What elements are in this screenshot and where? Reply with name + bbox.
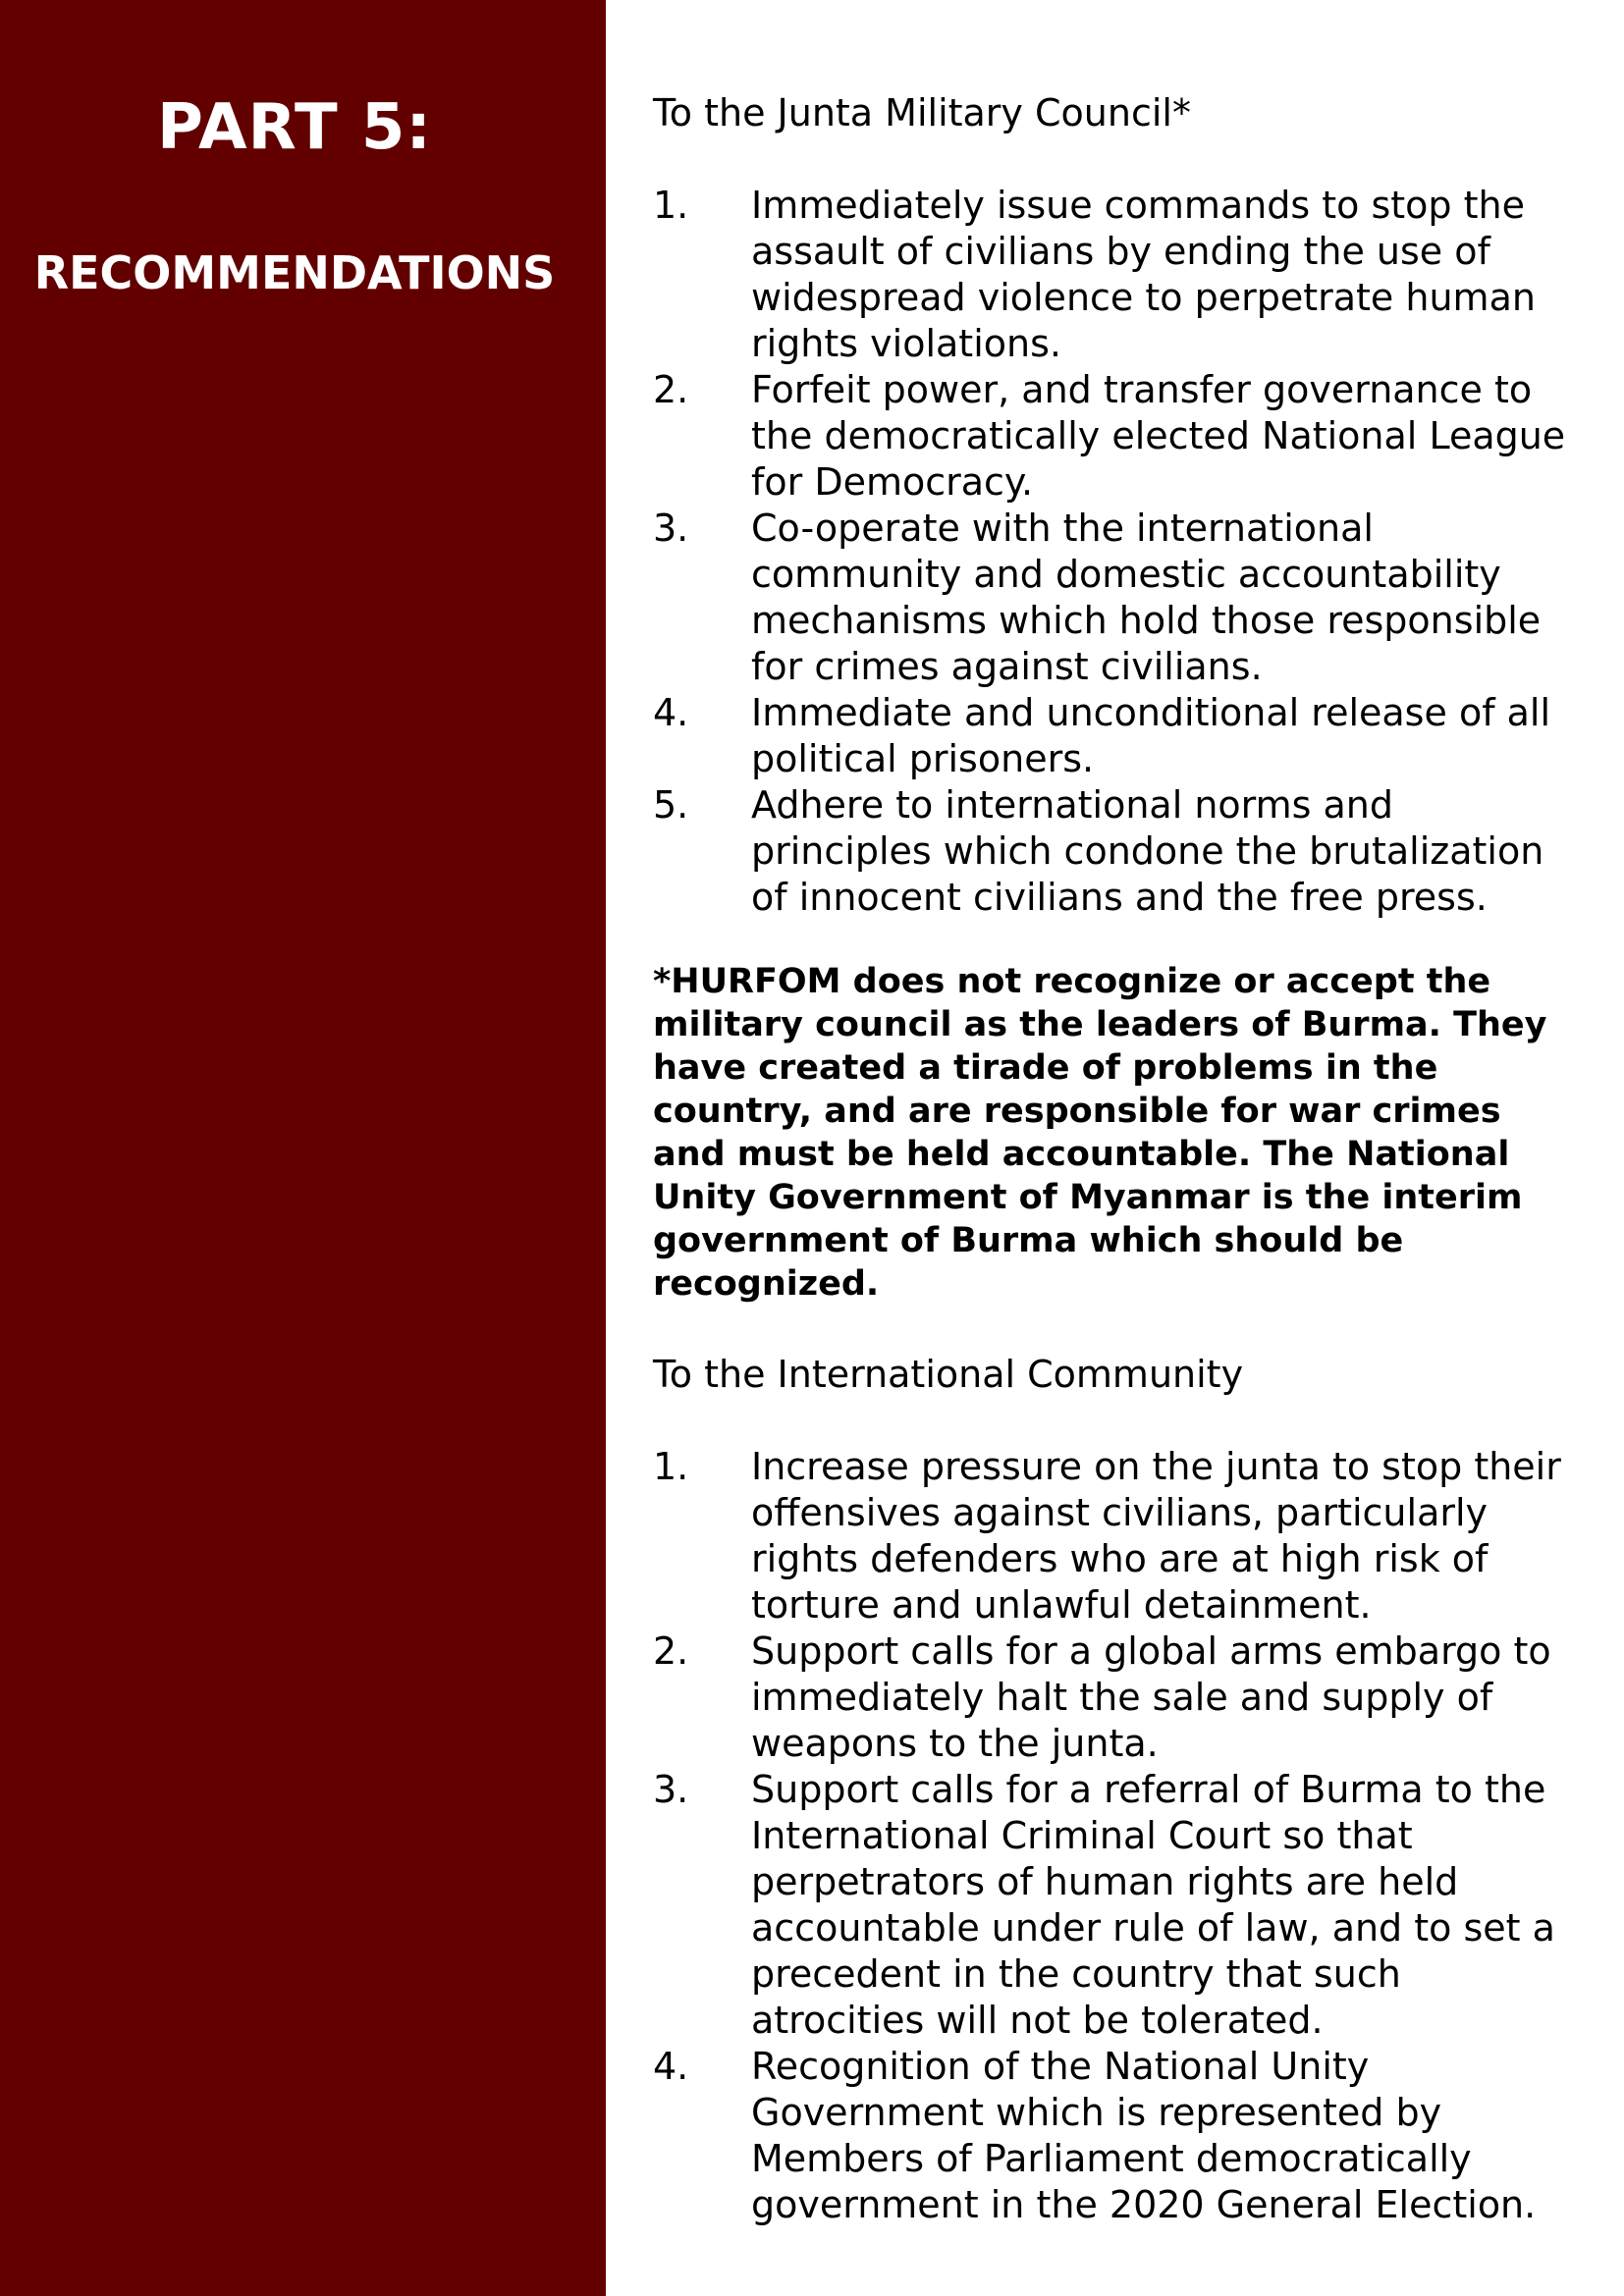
item-text: Immediately issue commands to stop the assault of civilians by ending the use of widespread violence to perpetrate human rights violations. xyxy=(751,184,1536,365)
item-text: Co-operate with the international community and domestic accountability mechanisms which hold those responsible for crimes against civilians. xyxy=(751,507,1542,688)
part-title: PART 5: xyxy=(156,91,433,164)
list-item xyxy=(653,183,1581,367)
list-item xyxy=(653,2044,1581,2228)
list-item xyxy=(653,1767,1581,2044)
international-recommendations-list xyxy=(653,1444,1581,2228)
item-text: Forfeit power, and transfer governance to the democratically elected National League for Democracy. xyxy=(751,368,1566,504)
item-number: 4. xyxy=(653,691,689,734)
sidebar-panel xyxy=(0,0,606,2296)
item-number: 2. xyxy=(653,368,689,411)
item-number: 5. xyxy=(653,783,689,827)
international-heading: To the International Community xyxy=(653,1353,1244,1396)
item-number: 1. xyxy=(653,1445,689,1488)
item-number: 3. xyxy=(653,507,689,550)
item-number: 4. xyxy=(653,2045,689,2088)
item-number: 3. xyxy=(653,1768,689,1811)
item-text: Support calls for a global arms embargo to immediately halt the sale and supply of weapons to the junta. xyxy=(751,1629,1551,1765)
item-text: Immediate and unconditional release of all political prisoners. xyxy=(751,691,1551,780)
junta-heading: To the Junta Military Council* xyxy=(653,91,1191,134)
hurfom-note: *HURFOM does not recognize or accept the military council as the leaders of Burma. They have created a tirade of problems in the country, and are responsible for war crimes and must be held accountable. The National Unity Government of Myanmar is the interim government of Burma which should be recognized. xyxy=(653,962,1547,1304)
item-text: Support calls for a referral of Burma to the International Criminal Court so that perpetrators of human rights are held accountable under rule of law, and to set a precedent in the country that such atrocities will not be tolerated. xyxy=(751,1768,1555,2042)
list-item xyxy=(653,690,1581,782)
item-text: Increase pressure on the junta to stop their offensives against civilians, particularly rights defenders who are at high risk of torture and unlawful detainment. xyxy=(751,1445,1561,1627)
list-item xyxy=(653,367,1581,506)
list-item xyxy=(653,1629,1581,1767)
item-number: 2. xyxy=(653,1629,689,1673)
list-item xyxy=(653,782,1581,921)
main-content xyxy=(653,90,1581,2228)
section-title: RECOMMENDATIONS xyxy=(33,246,556,299)
item-text: Adhere to international norms and principles which condone the brutalization of innocent civilians and the free press. xyxy=(751,783,1544,919)
list-item xyxy=(653,1444,1581,1629)
junta-recommendations-list xyxy=(653,183,1581,921)
item-text: Recognition of the National Unity Government which is represented by Members of Parliament democratically government in the 2020 General Election. xyxy=(751,2045,1537,2226)
list-item xyxy=(653,506,1581,690)
item-number: 1. xyxy=(653,184,689,227)
